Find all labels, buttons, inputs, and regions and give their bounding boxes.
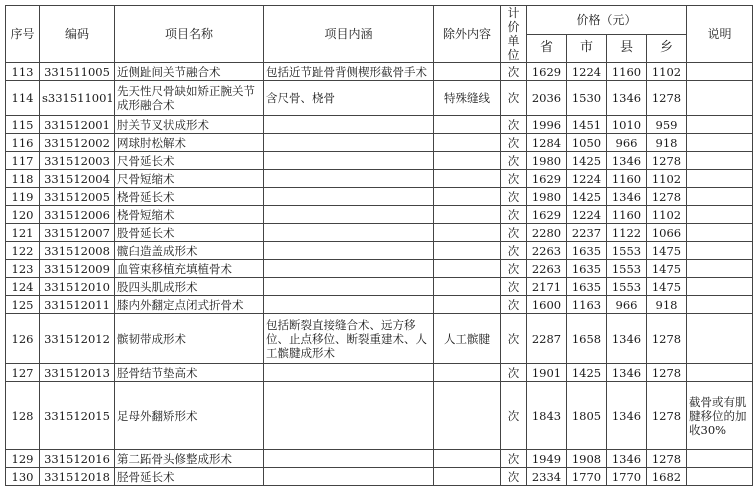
cell-unit: 次 [501, 260, 527, 278]
cell-unit: 次 [501, 314, 527, 364]
cell-province: 1629 [527, 170, 567, 188]
cell-unit: 次 [501, 296, 527, 314]
table-body [6, 63, 753, 486]
cell-excluded [434, 242, 501, 260]
cell-code: 331512007 [40, 224, 115, 242]
cell-township: 1102 [647, 63, 687, 81]
cell-seq: 126 [6, 314, 40, 364]
cell-name: 近侧趾间关节融合术 [115, 63, 264, 81]
cell-township: 1682 [647, 468, 687, 486]
cell-city: 1050 [567, 134, 607, 152]
cell-unit: 次 [501, 224, 527, 242]
cell-note [687, 134, 753, 152]
cell-content [264, 296, 434, 314]
cell-city: 1425 [567, 152, 607, 170]
cell-seq: 116 [6, 134, 40, 152]
cell-seq: 115 [6, 116, 40, 134]
cell-unit: 次 [501, 188, 527, 206]
cell-content [264, 260, 434, 278]
cell-county: 1346 [607, 364, 647, 382]
cell-content [264, 382, 434, 450]
cell-county: 1770 [607, 468, 647, 486]
cell-city: 1451 [567, 116, 607, 134]
cell-unit: 次 [501, 170, 527, 188]
cell-county: 1553 [607, 278, 647, 296]
cell-city: 1805 [567, 382, 607, 450]
cell-code: 331512013 [40, 364, 115, 382]
cell-content: 包括断裂直接缝合术、远方移位、止点移位、断裂重建术、人工髌腱成形术 [264, 314, 434, 364]
header-row [6, 6, 753, 35]
cell-note [687, 468, 753, 486]
cell-seq: 119 [6, 188, 40, 206]
cell-county: 1010 [607, 116, 647, 134]
cell-name: 桡骨短缩术 [115, 206, 264, 224]
cell-township: 1475 [647, 260, 687, 278]
cell-county: 1346 [607, 81, 647, 116]
cell-excluded [434, 116, 501, 134]
cell-province: 1629 [527, 63, 567, 81]
cell-seq: 124 [6, 278, 40, 296]
cell-name: 胫骨结节垫高术 [115, 364, 264, 382]
cell-content [264, 364, 434, 382]
table-row [6, 450, 753, 468]
cell-excluded [434, 278, 501, 296]
cell-code: 331511005 [40, 63, 115, 81]
cell-county: 1160 [607, 63, 647, 81]
cell-city: 1163 [567, 296, 607, 314]
cell-name: 第二跖骨头修整成形术 [115, 450, 264, 468]
cell-code: 331512002 [40, 134, 115, 152]
cell-city: 1770 [567, 468, 607, 486]
cell-note [687, 242, 753, 260]
cell-province: 2263 [527, 260, 567, 278]
cell-code: 331512012 [40, 314, 115, 364]
cell-note [687, 152, 753, 170]
cell-excluded: 人工髌腱 [434, 314, 501, 364]
cell-city: 1530 [567, 81, 607, 116]
cell-note [687, 224, 753, 242]
cell-excluded [434, 134, 501, 152]
cell-seq: 125 [6, 296, 40, 314]
cell-township: 959 [647, 116, 687, 134]
price-table [5, 5, 753, 486]
cell-city: 2237 [567, 224, 607, 242]
cell-township: 1066 [647, 224, 687, 242]
cell-county: 1160 [607, 170, 647, 188]
cell-province: 2287 [527, 314, 567, 364]
cell-unit: 次 [501, 364, 527, 382]
cell-excluded [434, 296, 501, 314]
cell-city: 1425 [567, 188, 607, 206]
cell-city: 1658 [567, 314, 607, 364]
cell-code: 331512009 [40, 260, 115, 278]
cell-township: 1278 [647, 152, 687, 170]
cell-seq: 129 [6, 450, 40, 468]
cell-township: 1278 [647, 314, 687, 364]
cell-unit: 次 [501, 382, 527, 450]
cell-note [687, 296, 753, 314]
cell-code: 331512016 [40, 450, 115, 468]
cell-content: 包括近节趾骨背侧楔形截骨手术 [264, 63, 434, 81]
cell-content [264, 450, 434, 468]
cell-name: 膝内外翻定点闭式折骨术 [115, 296, 264, 314]
cell-province: 2334 [527, 468, 567, 486]
cell-city: 1635 [567, 278, 607, 296]
header-province: 省 [527, 34, 567, 63]
cell-city: 1635 [567, 242, 607, 260]
cell-excluded [434, 63, 501, 81]
table-row [6, 152, 753, 170]
cell-province: 1600 [527, 296, 567, 314]
cell-excluded [434, 468, 501, 486]
cell-seq: 120 [6, 206, 40, 224]
cell-content [264, 468, 434, 486]
cell-county: 1122 [607, 224, 647, 242]
table-row [6, 224, 753, 242]
cell-note [687, 260, 753, 278]
cell-name: 先天性尺骨缺如矫正腕关节成形融合术 [115, 81, 264, 116]
cell-township: 1278 [647, 364, 687, 382]
table-row [6, 314, 753, 364]
cell-note [687, 450, 753, 468]
cell-city: 1224 [567, 170, 607, 188]
cell-content [264, 152, 434, 170]
cell-content [264, 188, 434, 206]
cell-content: 含尺骨、桡骨 [264, 81, 434, 116]
cell-code: 331512003 [40, 152, 115, 170]
cell-county: 1553 [607, 260, 647, 278]
cell-unit: 次 [501, 242, 527, 260]
table-row [6, 242, 753, 260]
cell-township: 1102 [647, 206, 687, 224]
header-city: 市 [567, 34, 607, 63]
table-row [6, 296, 753, 314]
cell-code: 331512001 [40, 116, 115, 134]
cell-county: 1346 [607, 152, 647, 170]
cell-note [687, 116, 753, 134]
cell-unit: 次 [501, 152, 527, 170]
cell-province: 1901 [527, 364, 567, 382]
cell-unit: 次 [501, 134, 527, 152]
cell-note [687, 314, 753, 364]
cell-name: 胫骨延长术 [115, 468, 264, 486]
cell-county: 966 [607, 134, 647, 152]
cell-code: 331512010 [40, 278, 115, 296]
cell-county: 1160 [607, 206, 647, 224]
table-row [6, 278, 753, 296]
cell-name: 桡骨延长术 [115, 188, 264, 206]
cell-unit: 次 [501, 81, 527, 116]
cell-seq: 123 [6, 260, 40, 278]
cell-content [264, 134, 434, 152]
cell-name: 髌韧带成形术 [115, 314, 264, 364]
cell-province: 2280 [527, 224, 567, 242]
table-row [6, 382, 753, 450]
cell-province: 1284 [527, 134, 567, 152]
cell-excluded [434, 260, 501, 278]
cell-code: 331512015 [40, 382, 115, 450]
cell-township: 1475 [647, 242, 687, 260]
cell-county: 1346 [607, 188, 647, 206]
cell-name: 尺骨延长术 [115, 152, 264, 170]
cell-excluded [434, 188, 501, 206]
cell-unit: 次 [501, 468, 527, 486]
cell-code: 331512011 [40, 296, 115, 314]
cell-seq: 118 [6, 170, 40, 188]
table-row [6, 364, 753, 382]
table-row [6, 188, 753, 206]
cell-seq: 122 [6, 242, 40, 260]
cell-township: 1278 [647, 81, 687, 116]
cell-name: 血管束移植充填植骨术 [115, 260, 264, 278]
cell-county: 1553 [607, 242, 647, 260]
table-row [6, 170, 753, 188]
cell-unit: 次 [501, 450, 527, 468]
cell-code: 331512005 [40, 188, 115, 206]
cell-name: 足母外翻矫形术 [115, 382, 264, 450]
cell-excluded [434, 152, 501, 170]
cell-note [687, 188, 753, 206]
cell-city: 1425 [567, 364, 607, 382]
cell-excluded [434, 382, 501, 450]
cell-seq: 117 [6, 152, 40, 170]
cell-township: 918 [647, 134, 687, 152]
cell-name: 尺骨短缩术 [115, 170, 264, 188]
cell-township: 1475 [647, 278, 687, 296]
cell-note: 截骨或有肌腱移位的加收30% [687, 382, 753, 450]
header-name: 项目名称 [115, 6, 264, 63]
cell-province: 1949 [527, 450, 567, 468]
header-seq: 序号 [6, 6, 40, 63]
cell-unit: 次 [501, 63, 527, 81]
table-row [6, 116, 753, 134]
cell-province: 1843 [527, 382, 567, 450]
cell-city: 1224 [567, 63, 607, 81]
cell-note [687, 170, 753, 188]
cell-province: 1980 [527, 188, 567, 206]
header-content: 项目内涵 [264, 6, 434, 63]
table-row [6, 81, 753, 116]
cell-content [264, 224, 434, 242]
cell-code: 331512008 [40, 242, 115, 260]
cell-unit: 次 [501, 206, 527, 224]
cell-content [264, 116, 434, 134]
cell-seq: 127 [6, 364, 40, 382]
cell-excluded [434, 170, 501, 188]
cell-note [687, 206, 753, 224]
cell-province: 2263 [527, 242, 567, 260]
table-row [6, 468, 753, 486]
cell-code: 331512004 [40, 170, 115, 188]
cell-unit: 次 [501, 278, 527, 296]
cell-township: 1278 [647, 188, 687, 206]
cell-excluded [434, 450, 501, 468]
cell-note [687, 81, 753, 116]
cell-province: 2171 [527, 278, 567, 296]
header-code: 编码 [40, 6, 115, 63]
table-row [6, 206, 753, 224]
cell-excluded [434, 206, 501, 224]
cell-content [264, 242, 434, 260]
cell-seq: 128 [6, 382, 40, 450]
header-excluded: 除外内容 [434, 6, 501, 63]
cell-township: 918 [647, 296, 687, 314]
cell-note [687, 278, 753, 296]
cell-city: 1908 [567, 450, 607, 468]
table-row [6, 63, 753, 81]
cell-township: 1278 [647, 382, 687, 450]
cell-city: 1635 [567, 260, 607, 278]
table-row [6, 260, 753, 278]
cell-seq: 114 [6, 81, 40, 116]
cell-province: 1629 [527, 206, 567, 224]
header-price: 价格（元） [527, 6, 687, 35]
cell-township: 1102 [647, 170, 687, 188]
cell-note [687, 63, 753, 81]
cell-seq: 121 [6, 224, 40, 242]
cell-code: s331511001 [40, 81, 115, 116]
price-table-page [5, 5, 752, 486]
cell-province: 1996 [527, 116, 567, 134]
header-note: 说明 [687, 6, 753, 63]
cell-content [264, 206, 434, 224]
cell-code: 331512006 [40, 206, 115, 224]
header-unit: 计价单位 [501, 6, 527, 63]
cell-note [687, 364, 753, 382]
cell-unit: 次 [501, 116, 527, 134]
cell-excluded [434, 224, 501, 242]
cell-province: 2036 [527, 81, 567, 116]
cell-code: 331512018 [40, 468, 115, 486]
cell-content [264, 278, 434, 296]
table-row [6, 134, 753, 152]
cell-excluded: 特殊缝线 [434, 81, 501, 116]
cell-excluded [434, 364, 501, 382]
cell-seq: 113 [6, 63, 40, 81]
cell-county: 1346 [607, 450, 647, 468]
cell-name: 股骨延长术 [115, 224, 264, 242]
cell-county: 966 [607, 296, 647, 314]
cell-name: 髋臼造盖成形术 [115, 242, 264, 260]
cell-name: 网球肘松解术 [115, 134, 264, 152]
header-county: 县 [607, 34, 647, 63]
cell-township: 1278 [647, 450, 687, 468]
cell-seq: 130 [6, 468, 40, 486]
cell-province: 1980 [527, 152, 567, 170]
cell-county: 1346 [607, 382, 647, 450]
cell-city: 1224 [567, 206, 607, 224]
cell-name: 股四头肌成形术 [115, 278, 264, 296]
cell-content [264, 170, 434, 188]
header-township: 乡 [647, 34, 687, 63]
cell-name: 肘关节叉状成形术 [115, 116, 264, 134]
cell-county: 1346 [607, 314, 647, 364]
